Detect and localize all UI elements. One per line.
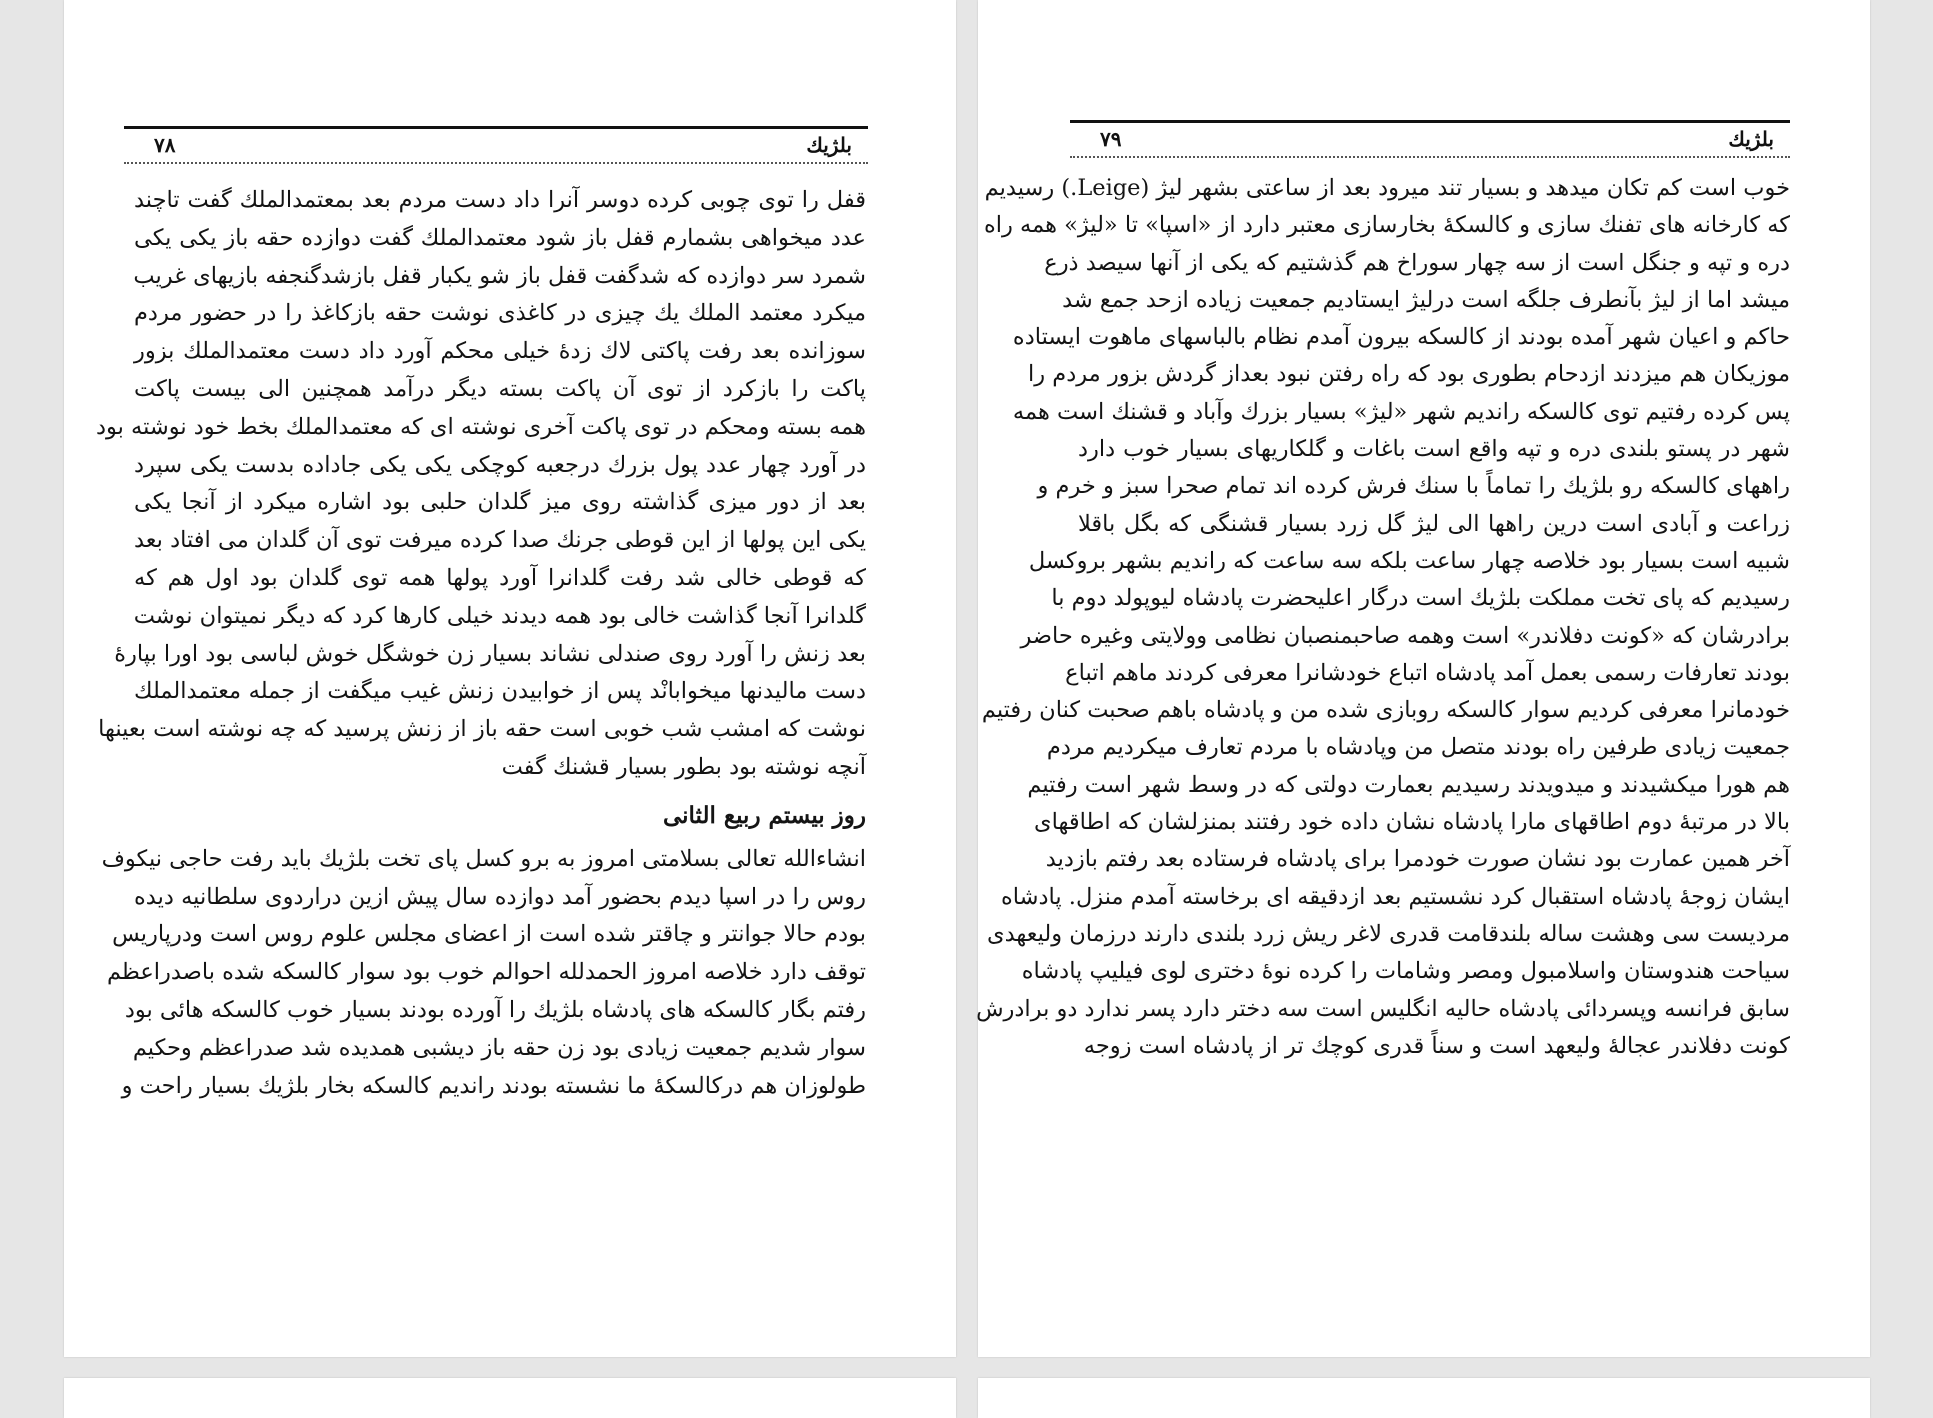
next-page-left (64, 1378, 956, 1418)
page-number: ۷۹ (1100, 127, 1122, 151)
text-line: رسیدیم که پای تخت مملکت بلژیك است درگار اعلیحضرت پادشاه لیوپولد دوم با (1051, 585, 1790, 612)
text-line: بودم حالا جوانتر و چاقتر شده است از اعضای مجلس علوم روس است ودرپاریس (112, 921, 866, 948)
text-line: خوب است کم تکان میدهد و بسیار تند میرود بعد از ساعتی بشهر لیژ (Leige.) رسیدیم (984, 175, 1790, 201)
text-line: قفل را توی چوبی کرده دوسر آنرا داد دست مردم بعد بمعتمدالملك گفت تاچند (134, 187, 866, 213)
text-line: بالا در مرتبهٔ دوم اطاقهای مارا پادشاه نشان داده خود رفتند بمنزلشان که اطاقهای (1034, 809, 1790, 836)
right-page (978, 0, 1870, 1357)
text-line: خودمانرا معرفی کردیم سوار کالسکه روبازی شده من و پادشاه باهم صحبت کنان رفتیم (981, 697, 1790, 724)
text-line: بودند تعارفات رسمی بعمل آمد پادشاه اتباع خودشانرا معرفی کردند ماهم اتباع (1065, 659, 1790, 686)
text-line: سیاحت هندوستان واسلامبول ومصر وشامات را کرده نوهٔ دختری لوی فیلیپ پادشاه (1021, 958, 1790, 985)
text-line: هم هورا میکشیدند و میدویدند رسیدیم بعمارت دولتی که در وسط شهر است رفتیم (1027, 771, 1790, 798)
text-line: پاکت را بازکرد از توی آن پاکت بسته دیگر درآمد همچنین الی بیست پاکت (134, 375, 866, 402)
text-line: راههای کالسکه رو بلژیك را تماماً با سنك فرش کرده اند تمام صحرا سبز و خرم و (1037, 473, 1790, 500)
section-heading: روز بیستم ربیع الثانی (662, 801, 866, 829)
text-line: پس کرده رفتیم توی کالسکه راندیم شهر «لیژ» بسیار بزرك وآباد و قشنك است همه (1012, 398, 1790, 425)
text-line: کونت دفلاندر عجالهٔ ولیعهد است و سناً قدری کوچك تر از پادشاه است زوجه (1083, 1032, 1790, 1059)
text-line: انشاءالله تعالی بسلامتی امروز به برو کسل پای تخت بلژیك باید رفت حاجی نیکوف (101, 845, 866, 872)
text-line: برادرشان که «کونت دفلاندر» است وهمه صاحبمنصبان نظامی وولایتی وغیره حاضر (1020, 622, 1790, 649)
text-line: میکرد معتمد الملك یك چیزی در کاغذی نوشت حقه بازکاغذ را در حضور مردم (134, 300, 866, 327)
text-line: که کارخانه های تفنك سازی و کالسکهٔ بخارسازی معتبر دارد از «اسپا» تا «لیژ» همه راه (983, 212, 1790, 239)
text-line: رفتم بگار کالسکه های پادشاه بلژیك را آورده بودند بسیار خوب کالسکه هائی بود (124, 996, 866, 1023)
text-line: روس را در اسپا دیدم بحضور آمد دوازده سال پیش ازین دراردوی سلطانیه دیده (134, 883, 866, 910)
text-line: بعد از دور میزی گذاشته روی میز گلدان حلبی بود اشاره میکرد از آنجا یکی (134, 489, 866, 516)
text-line: سوزانده بعد رفت پاکتی لاك زدهٔ خیلی محکم آورد داد دست معتمدالملك بزور (134, 338, 866, 365)
next-page-right (978, 1378, 1870, 1418)
text-line: همه بسته ومحکم در توی پاکت آخری نوشته ای که معتمدالملك بخط خود نوشته بود (95, 413, 866, 440)
text-line: که قوطی خالی شد رفت گلدانرا آورد پولها همه توی گلدان بود اول هم که (134, 564, 866, 591)
text-line: ایشان زوجهٔ پادشاه استقبال کرد نشستیم بعد ازدقیقه ای برخاسته آمدم منزل. پادشاه (1001, 883, 1790, 910)
text-line: مردیست سی وهشت ساله بلندقامت قدری لاغر ریش زرد بلندی دارند درزمان ولیعهدی (986, 920, 1790, 947)
page-number: ۷۸ (154, 133, 176, 157)
text-line: موزیکان هم میزدند ازدحام بطوری بود که راه رفتن نبود بعداز گردش بزور مردم را (1028, 361, 1790, 388)
text-line: در آورد چهار عدد پول بزرك درجعبه کوچکی یکی یکی جاداده بدست یکی سپرد (134, 451, 866, 478)
text-line: یکی این پولها از این قوطی جرنك صدا کرده میرفت توی آن گلدان می افتاد بعد (134, 527, 866, 554)
text-line: بعد زنش را آورد روی صندلی نشاند بسیار زن خوشگل خوش لباسی بود اورا بپارهٔ (114, 640, 866, 667)
text-line: میشد اما از لیژ بآنطرف جلگه است درلیژ ایستادیم جمعیت زیاده ازحد جمع شد (1062, 286, 1790, 313)
text-line: عدد میخواهی بشمارم قفل باز شود معتمدالملك گفت دوازده حقه باز یکی یکی (134, 224, 866, 251)
text-line: شهر در پستو بلندی دره و تپه واقع است باغات و گلکاریهای بسیار خوب دارد (1078, 436, 1790, 463)
text-line: جمعیت زیادی طرفین راه بودند متصل من وپادشاه با مردم تعارف میکردیم مردم (1046, 734, 1790, 761)
text-line: آنچه نوشته بود بطور بسیار قشنك گفت (501, 753, 866, 780)
text-line: نوشت که امشب شب خوبی است حقه باز از زنش پرسید که چه نوشته است بعینها (98, 716, 866, 743)
text-line: گلدانرا آنجا گذاشت خالی بود همه دیدند خیلی کارها کرد که دیگر نمیتوان نوشت (133, 602, 866, 629)
text-line: زراعت و آبادی است درین راهها الی لیژ گل زرد بسیار قشنگی که بگل باقلا (1078, 510, 1790, 537)
running-title: بلژیك (806, 133, 852, 157)
text-line: دره و تپه و جنگل است از سه چهار سوراخ هم گذشتیم که یکی از آنها سیصد ذرع (1044, 249, 1790, 276)
text-line: شمرد سر دوازده که شدگفت قفل باز شو یکبار قفل بازشدگنجفه بازیهای غریب (133, 262, 866, 289)
text-line: آخر همین عمارت بود نشان صورت خودمرا برای پادشاه فرستاده بعد رفتم بازدید (1045, 846, 1790, 873)
page-body-text (95, 182, 866, 1105)
left-page (64, 0, 956, 1357)
text-line: سوار شدیم جمعیت زیادی بود زن حقه باز دیشبی همدیده شد صدراعظم وحکیم (132, 1034, 866, 1061)
text-line: دست مالیدنها میخوابانْد پس از خوابیدن زنش غیب میگفت از جمله معتمدالملك (134, 678, 866, 705)
text-line: توقف دارد خلاصه امروز الحمدلله احوالم خوب بود سوار کالسکه شده باصدراعظم (106, 959, 866, 986)
text-line: حاکم و اعیان شهر آمده بودند از کالسکه بیرون آمدم نظام بالباسهای ماهوت ایستاده (1012, 324, 1790, 351)
text-line: سابق فرانسه وپسردائی پادشاه حالیه انگلیس است سه دختر دارد پسر ندارد دو برادرش (976, 995, 1790, 1022)
running-title: بلژیك (1728, 127, 1774, 151)
text-line: طولوزان هم درکالسکهٔ ما نشسته بودند راندیم کالسکه بخار بلژیك بسیار راحت و (121, 1072, 866, 1099)
page-header (124, 126, 868, 164)
text-line: شبیه است بسیار بود خلاصه چهار ساعت بلکه سه ساعت که راندیم بشهر بروکسل (1028, 547, 1790, 574)
page-header (1070, 120, 1790, 158)
page-body-text (976, 170, 1790, 1065)
